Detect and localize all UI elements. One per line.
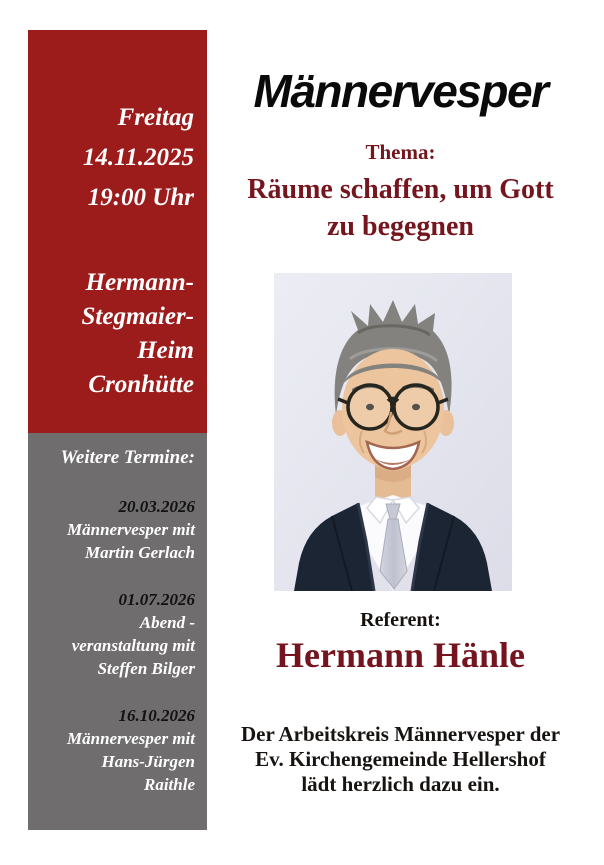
- speaker-portrait-illustration: [274, 273, 512, 591]
- event-day: Freitag: [117, 104, 194, 131]
- event-location-line: Heim: [137, 337, 194, 364]
- upcoming-item-date: 16.10.2026: [118, 706, 195, 725]
- upcoming-item-line: Raithle: [143, 775, 195, 794]
- upcoming-item-line: Abend -: [139, 613, 195, 632]
- thema-title: [203, 171, 598, 245]
- upcoming-item-line: veranstaltung mit: [71, 636, 195, 655]
- thema-line: Räume schaffen, um Gott: [247, 174, 554, 205]
- speaker-photo: [274, 273, 512, 591]
- event-info-box: [28, 30, 207, 433]
- event-location-line: Stegmaier-: [81, 303, 194, 330]
- invitation-line: Ev. Kirchengemeinde Hellershof: [255, 747, 546, 771]
- upcoming-item-line: Steffen Bilger: [97, 659, 195, 678]
- event-location-line: Hermann-: [85, 269, 194, 296]
- upcoming-item: [34, 704, 195, 796]
- event-date: 14.11.2025: [82, 144, 194, 171]
- upcoming-dates-box: [28, 433, 207, 830]
- upcoming-item-line: Hans-Jürgen: [101, 752, 195, 771]
- upcoming-item-date: 01.07.2026: [118, 590, 195, 609]
- upcoming-item-date: 20.03.2026: [118, 497, 195, 516]
- event-location: [36, 266, 194, 402]
- upcoming-item-line: Männervesper mit: [67, 729, 195, 748]
- referent-label: Referent:: [360, 609, 441, 631]
- thema-label: Thema:: [365, 140, 436, 164]
- referent-name: Hermann Hänle: [276, 635, 525, 675]
- invitation-line: Der Arbeitskreis Männervesper der: [240, 722, 561, 746]
- invitation-line: lädt herzlich dazu ein.: [301, 772, 500, 796]
- invitation-text: [203, 722, 598, 797]
- event-time: 19:00 Uhr: [87, 184, 194, 211]
- upcoming-dates-heading: Weitere Termine:: [60, 447, 195, 468]
- event-datetime: [36, 98, 194, 218]
- event-location-line: Cronhütte: [88, 371, 194, 398]
- upcoming-item-line: Martin Gerlach: [84, 543, 195, 562]
- main-column: [203, 0, 598, 865]
- upcoming-item-line: Männervesper mit: [67, 520, 195, 539]
- thema-line: zu begegnen: [327, 211, 474, 242]
- upcoming-item: [34, 495, 195, 564]
- upcoming-item: [34, 588, 195, 680]
- page-title: Männervesper: [253, 65, 548, 117]
